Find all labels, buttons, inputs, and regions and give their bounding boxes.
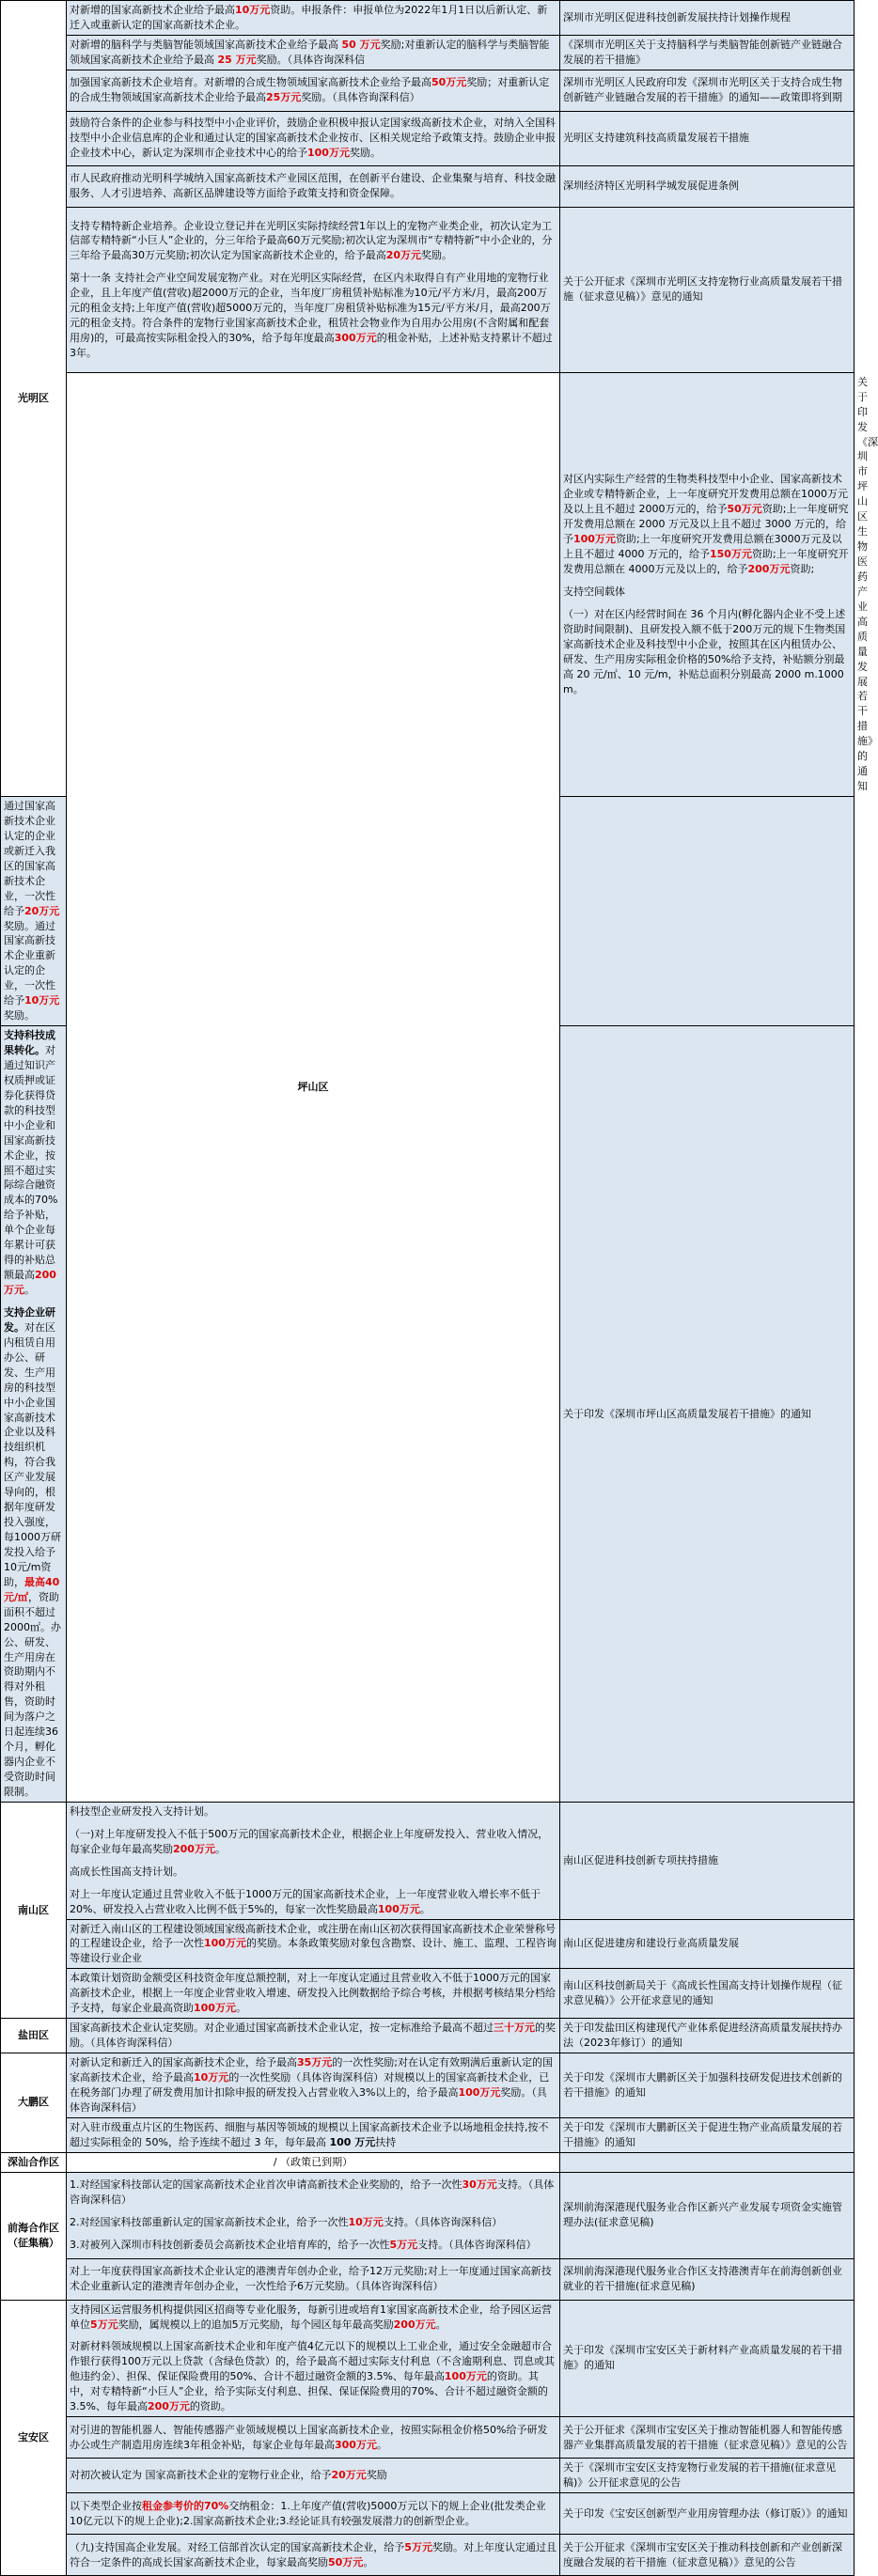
highlight-amount: 50万元 (328, 2555, 364, 2568)
content-text: 高成长性国高支持计划。 (70, 1865, 183, 1878)
policy-table-body (1, 1, 878, 2576)
highlight-amount: 10万元 (194, 2070, 229, 2084)
highlight-amount: 20万元 (24, 904, 60, 917)
policy-content-cell (67, 2258, 560, 2300)
policy-reference-cell: 关于印发《深圳市大鹏新区关于促进生物产业高质量发展的若干措施》的通知 (560, 2117, 854, 2152)
highlight-amount: 50万元 (727, 503, 762, 516)
content-text: 奖励。通过国家高新技术企业重新认定的企业，一次性给予 (4, 919, 55, 1007)
content-paragraph (4, 1028, 63, 1298)
policy-content-cell (67, 2300, 560, 2417)
highlight-amount: 200万元 (747, 562, 791, 575)
content-paragraph (70, 2215, 557, 2230)
content-text: 支持专精特新企业培养。企业设立登记并在光明区实际持续经营1年以上的宠物产业类企业，初次认定为工信部专精特新“小巨人”企业的，分三年给予最高60万元奖励;初次认定为深圳市“专精特新”中小企业的，分三年给予最高30万元奖励;初次认定为国家高新技术企业的，给予最高 (70, 219, 553, 262)
content-text: 奖励。 (421, 249, 453, 262)
table-row (1, 2493, 854, 2535)
policy-reference-cell: 关于公开征求《深圳市宝安区关于推动智能机器人和智能传感器产业集群高质量发展的若干措施（征求意见稿）》意见的公告 (560, 2417, 854, 2459)
policy-reference-cell: 南山区促进科技创新专项扶持措施 (560, 1802, 854, 1919)
content-text: 对入驻市级重点片区的生物医药、细胞与基因等领域的规模以上国家高新技术企业予以场地租金扶持,按不超过实际租金的 50%，给予连续不超过 3 年，每年最高 (70, 2120, 549, 2148)
policy-content-cell (67, 2053, 560, 2118)
highlight-amount: 100万元 (194, 2002, 236, 2015)
table-row (1, 1, 854, 36)
policy-reference-cell: 南山区科技创新局关于《高成长性国高支持计划操作规程（征求意见稿）》公开征求意见的通知 (560, 1969, 854, 2019)
content-text: 支持空间载体 (563, 585, 625, 598)
bold-heading: 支持科技成果转化。 (4, 1029, 55, 1056)
content-text: （九)支持国高企业发展。对经工信部首次认定的国家高新技术企业，给予 (70, 2540, 405, 2553)
highlight-amount: 10万元 (24, 994, 60, 1007)
content-text: 。 (24, 1284, 35, 1296)
content-text: 科技型企业研发投入支持计划。 (70, 1804, 214, 1818)
content-text: 1.对经国家科技部认定的国家高新技术企业首次申请高新技术企业奖励的，给予一次性 (70, 2178, 463, 2192)
content-text: 国家高新技术企业认定奖励。对企业通过国家高新技术企业认定，按一定标准给予最高不超过 (70, 2022, 494, 2035)
content-text: 奖励。对上年度认定通过且符合一定条件的高成长国家高新技术企业，每家最高奖励 (70, 2540, 557, 2568)
content-paragraph (4, 799, 63, 1023)
content-text: 奖励 (366, 2469, 387, 2482)
paragraph-gap (563, 577, 851, 585)
content-text: 对初次被认定为 国家高新技术企业的宠物行业企业，给予 (70, 2469, 332, 2482)
content-text: 资助;上一年度研究开发费用总额在 2000 万元及以上且不超过 3000 万元的，给予 (563, 503, 849, 546)
content-text: 奖励;对重新认定的脑科学与类脑智能领域国家高新技术企业给予最高 (70, 38, 550, 66)
content-paragraph (70, 2339, 557, 2414)
policy-content-cell (67, 207, 560, 372)
content-paragraph (70, 38, 557, 68)
bold-heading: 支持企业研发。 (4, 1305, 55, 1334)
content-paragraph (70, 2155, 557, 2170)
content-text: 对新增的脑科学与类脑智能领域国家高新技术企业给予最高 (70, 38, 342, 51)
table-row (1, 2053, 854, 2118)
highlight-amount: 30万元 (462, 2178, 497, 2192)
content-text: 的资助。 (189, 2400, 231, 2413)
policy-content-cell (67, 2493, 560, 2535)
content-text: 的租金补贴，上述补贴支持累计不超过3年。 (70, 332, 553, 360)
highlight-amount: 300万元 (334, 332, 377, 345)
highlight-amount: 100万元 (444, 2370, 487, 2383)
policy-content-cell (67, 1969, 560, 2019)
content-text: 市人民政府推动光明科学城纳入国家高新技术产业园区范围，在创新平台建设、企业集聚与培育、科技金融服务、人才引进培养、高新区品牌建设等方面给予政策支持和资金保障。 (70, 172, 556, 200)
policy-content-cell (67, 70, 560, 111)
content-text: 。 (435, 2318, 447, 2331)
highlight-amount: 100万元 (204, 1937, 246, 1950)
content-text: 。 (214, 1842, 226, 1855)
policy-content-cell (67, 1802, 560, 1919)
content-text: 的奖励。（具体咨询深科信） (70, 2022, 556, 2050)
table-row (1, 2019, 854, 2053)
policy-reference-cell: 关于《深圳市宝安区支持宠物行业发展的若干措施(征求意见稿)》公开征求意见的公告 (560, 2459, 854, 2493)
content-text: 鼓励符合条件的企业参与科技型中小企业评价，鼓励企业积极申报认定国家级高新技术企业，对纳入全国科技型中小企业信息库的企业和通过认定的国家高新技术企业按市、区相关规定给予政策支持。鼓励企业申报企业技术中心，新认定为深圳市企业技术中心的给予 (70, 117, 556, 160)
content-text: 的奖励。本条政策奖励对象包含勘察、设计、施工、监理、工程咨询等建设行业企业 (70, 1937, 557, 1965)
highlight-amount: 25 万元 (217, 53, 257, 66)
content-paragraph (70, 2303, 557, 2333)
policy-content-cell (67, 2019, 560, 2053)
highlight-amount: 200万元 (4, 1269, 56, 1296)
highlight-amount: 租金参考价的70% (142, 2499, 229, 2512)
highlight-amount: 10万元 (235, 4, 271, 16)
highlight-amount: 10万元 (348, 2216, 384, 2229)
highlight-amount: 50 万元 (341, 38, 381, 51)
policy-content-cell (67, 2172, 560, 2258)
content-text: 的资助。其中，对专精特新“小巨人”企业，给予实际支付利息、担保、保证保险费用的70%、合计不超过融资金额的3.5%、每年最高 (70, 2370, 548, 2413)
district-cell: 坪山区 (67, 372, 560, 1802)
district-cell: 深汕合作区 (1, 2152, 67, 2172)
content-text: 对上一年度获得国家高新技术企业认定的港澳青年创办企业，给予12万元奖励;对上一年度通过国家高新技术企业重新认定的港澳青年创办企业，一次性给予6万元奖励。（具体咨询深科信） (70, 2265, 552, 2293)
content-text: / （政策已到期） (273, 2155, 353, 2168)
highlight-amount: 100万元 (458, 2085, 501, 2099)
policy-reference-cell: 深圳前海深港现代服务业合作区支持港澳青年在前海创新创业就业的若干措施(征求意见稿) (560, 2258, 854, 2300)
highlight-amount: 100万元 (307, 147, 350, 160)
paragraph-gap (70, 1857, 557, 1865)
content-text: 。 (235, 2002, 246, 2015)
content-text: 对新材料领域规模以上国家高新技术企业和年度产值4亿元以下的规模以上工业企业，通过安全金融超市合作银行获得100万元以上贷款（含绿色贷款）的，给予最高不超过实际支付利息（不含逾期利息、罚息或其他违约金）、担保、保证保险费用的50%、合计不超过融资金额的3.5%、每年最高 (70, 2340, 555, 2383)
table-row (1, 2172, 854, 2258)
table-row (1, 165, 854, 207)
highlight-amount: 三十万元 (494, 2022, 535, 2035)
paragraph-gap (70, 2208, 557, 2215)
content-paragraph (70, 1971, 557, 2016)
content-text: 支持园区运营服务机构提供园区招商等专业化服务，每新引进或培育1家国家高新技术企业，给予园区运营单位 (70, 2303, 552, 2331)
highlight-amount: 200万元 (173, 1842, 215, 1855)
content-paragraph (70, 2468, 557, 2483)
district-cell: 宝安区 (1, 2300, 67, 2575)
content-text: （一)对上年度研发投入不低于500万元的国家高新技术企业，根据企业上年度研发投入、营业收入情况，每家企业每年最高奖励 (70, 1827, 549, 1855)
content-paragraph (70, 2178, 557, 2208)
highlight-amount: 5万元 (404, 2540, 432, 2553)
content-paragraph (70, 116, 557, 161)
table-row (1, 207, 854, 372)
highlight-amount: 100万元 (377, 1902, 420, 1915)
policy-content-cell (67, 1919, 560, 1969)
content-paragraph (563, 585, 851, 600)
content-text: （一）对在区内经营时间在 36 个月内(孵化器内企业不受上述资助时间限制)、且研发投入额不低于200万元的规下生物类国家高新技术企业及科技型中小企业，按照其在区内租赁办公、研发、生产用房实际租金价格的50%给予支持，补贴额分别最高 20 元/㎡、10 元/m，补贴总面积分别最高 2000 m.1000 m。 (563, 607, 846, 695)
content-text: 的一次性奖励（具体咨询深科信）对规模以上的国家高新技术企业，已在税务部门办理了研发费用加计扣除申报的研发投入占营业收入3%以上的，给予最高 (70, 2070, 550, 2099)
table-row: 坪山区 对区内实际生产经营的生物类科技型中小企业、国家高新技术企业或专精特新企业，上一年度研究开发费用总额在1000万元及以上且不超过 2000万元的，给予50万元资助;上一年度研究开发费用总额在 2000 万元及以上且不超过 3000 万元的，给予100万元资助;上一年度研究开发费用总额在3000万元及以上且不超过 4000 万元的，给予150万元资助;上一年度研究开发费用总额在 4000万元及以上的，给予200万元资助; 支持空间载体 （一）对在区内经营时间在 36 个月内(孵化器内企业不受上述资助时间限制)、且研发投入额不低于200万元的规下生物类国家高新技术企业及科技型中小企业，按照其在区内租赁办公、研发、生产用房实际租金价格的50%给予支持，补贴额分别最高 20 元/㎡、10 元/m，补贴总面积分别最高 2000 m.1000 m。 关于印发《深圳市坪山区生物医药产业高质量发展若干措施》的通知 (1, 372, 854, 796)
highlight-amount: 20万元 (385, 249, 422, 262)
policy-reference-cell (560, 2152, 854, 2172)
highlight-amount: 5万元 (389, 2239, 418, 2251)
policy-reference-cell: 深圳前海深港现代服务业合作区新兴产业发展专项资金实施管理办法(征求意见稿) (560, 2172, 854, 2258)
policy-reference-cell: 深圳经济特区光明科学城发展促进条例 (560, 165, 854, 207)
policy-reference-cell (560, 797, 854, 1026)
policy-content-cell (1, 1026, 67, 1803)
content-paragraph (70, 2021, 557, 2051)
highlight-amount: 150万元 (710, 548, 752, 560)
content-text: 扶持 (375, 2135, 397, 2148)
content-text: 奖励。（具体咨询深科信 (256, 53, 366, 66)
content-text: 奖励。（具体咨询深科信） (70, 2085, 547, 2114)
paragraph-gap (70, 1880, 557, 1887)
content-paragraph (70, 1827, 557, 1857)
content-paragraph (70, 1865, 557, 1880)
highlight-amount: 20万元 (331, 2469, 367, 2482)
paragraph-gap (563, 600, 851, 607)
content-text: 对在区内租赁自用办公、研发、生产用房的科技型中小企业国家高新技术企业以及科技组织机构，符合我区产业发展导向的，根据年度研发投入强度，每1000万研发投入给予10元/m资助， (4, 1320, 61, 1588)
table-row (1, 70, 854, 111)
district-cell: 光明区 (1, 1, 67, 797)
table-row (1, 2300, 854, 2417)
paragraph-gap (4, 1298, 63, 1305)
paragraph-gap (70, 263, 557, 271)
policy-content-cell (67, 2417, 560, 2459)
content-text: 交纳租金：1.上年度产值(营收)5000万元以下的规上企业(批发类企业10亿元以下的规上企业);2.国家高新技术企业;3.经论证具有较强发展潜力的创新型企业。 (70, 2499, 546, 2527)
policy-content-cell (67, 165, 560, 207)
content-text: 。 (419, 1902, 431, 1915)
content-text: 。 (363, 2555, 374, 2568)
table-row (1, 111, 854, 165)
table-row (1, 1969, 854, 2019)
content-text: 。 (376, 2438, 387, 2451)
highlight-amount: 200万元 (147, 2400, 190, 2413)
content-text: 奖励。 (349, 147, 381, 160)
content-text: 对上一年度认定通过且营业收入不低于1000万元的国家高新技术企业，上一年度营业收入增长率不低于20%、研发投入占营业收入比例不低于5%的，每家一次性奖励最高 (70, 1887, 541, 1915)
table-row (1, 1919, 854, 1969)
policy-content-cell (560, 372, 854, 796)
bold-heading: 100 万元 (329, 2135, 376, 2148)
content-paragraph (70, 2120, 557, 2150)
policy-content-cell (67, 2535, 560, 2576)
highlight-amount: 5万元 (90, 2318, 118, 2331)
content-paragraph (70, 2423, 557, 2453)
policy-content-cell (67, 2152, 560, 2172)
content-text: 奖励。（具体咨询深科信） (301, 91, 420, 104)
content-paragraph (70, 2499, 557, 2529)
policy-content-cell (67, 35, 560, 70)
content-text: 资助。申报条件：申报单位为2022年1月1日以后新认定、新迁入或重新认定的国家高新技术企业。 (70, 4, 548, 31)
policy-reference-cell: 深圳市光明区促进科技创新发展扶持计划操作规程 (560, 1, 854, 36)
highlight-amount: 最高40元/㎡ (4, 1575, 60, 1603)
content-paragraph (70, 2264, 557, 2294)
policy-reference-cell: 南山区促进建房和建设行业高质量发展 (560, 1919, 854, 1969)
table-row (1, 2152, 854, 2172)
content-paragraph (70, 3, 557, 33)
highlight-amount: 50万元 (431, 76, 467, 89)
content-text: 资助; (790, 562, 815, 575)
content-text: ，资助面积不超过2000㎡。办公、研发、生产用房在资助期内不得对外租售，资助时间为落户之日起连续36个月，孵化器内企业不受资助时间限制。 (4, 1590, 61, 1798)
content-text: 第十一条 支持社会产业空间发展宠物产业。对在光明区实际经营，在区内未取得自有产业用地的宠物行业企业，且上年度产值(营收)超2000万元的企业，当年度厂房租赁补贴标准为10元/平方米/月，最高200万元的租金支持;上年度产值(营收)超5000万元的，当年度厂房租赁补贴标准为15元/平方米/月，最高200万元的租金支持。符合条件的宠物行业国家高新技术企业，租赁社会物业作为自用办公用房(不含附属和配套用房)的，可最高按实际租金投入的30%，给予每年度最高 (70, 272, 551, 345)
policy-reference-cell: 关于印发《深圳市大鹏新区关于加强科技研发促进技术创新的若干措施》的通知 (560, 2053, 854, 2118)
policy-reference-cell: 关于印发《深圳市坪山区高质量发展若干措施》的通知 (560, 1026, 854, 1803)
table-row (1, 2117, 854, 2152)
content-paragraph (70, 219, 557, 264)
district-cell: 大鹏区 (1, 2053, 67, 2153)
content-text: 资助;上一年度研究开发费用总额在3000万元及以上且不超过 4000 万元的，给予 (563, 533, 842, 560)
table-row (1, 2417, 854, 2459)
table-row (1, 35, 854, 70)
policy-reference-cell: 关于印发《深圳市宝安区关于新材料产业高质量发展的若干措施》的通知 (560, 2300, 854, 2417)
content-text: 支持。（具体咨询深科信） (70, 2178, 555, 2207)
highlight-amount: 200万元 (393, 2318, 436, 2331)
content-text: 2.对经国家科技部重新认定的国家高新技术企业，给予一次性 (70, 2216, 349, 2229)
district-cell: 盐田区 (1, 2019, 67, 2053)
content-text: 以下类型企业按 (70, 2499, 142, 2512)
content-text: 对新增的国家高新技术企业给予最高 (70, 4, 235, 16)
content-text: 对通过知识产权质押或证券化获得贷款的科技型中小企业和国家高新技术企业，按照不超过实际综合融资成本的70%给予补贴，单个企业每年累计可获得的补贴总额最高 (4, 1044, 58, 1282)
policy-reference-cell: 关于印发《宝安区创新型产业用房管理办法（修订版）》的通知 (560, 2493, 854, 2535)
content-paragraph (70, 1804, 557, 1819)
content-text: 支持。（具体咨询深科信） (383, 2216, 503, 2229)
policy-reference-cell: 关于公开征求《深圳市宝安区关于推动科技创新和产业创新深度融合发展的若干措施（征求意见稿）》意见的公告 (560, 2535, 854, 2576)
content-paragraph (4, 1305, 63, 1800)
content-text: 资助;上一年度研究开发费用总额在 4000万元及以上的，给予 (563, 548, 849, 575)
content-text: 通过国家高新技术企业认定的企业或新迁入我区的国家高新技术企业，一次性给予 (4, 800, 55, 917)
table-row (1, 2258, 854, 2300)
content-text: 3.对被列入深圳市科技创新委员会高新技术企业培育库的，给予一次性 (70, 2239, 390, 2251)
content-paragraph (563, 607, 851, 697)
content-paragraph (70, 1922, 557, 1967)
policy-reference-cell: 光明区支持建筑科技高质量发展若干措施 (560, 111, 854, 165)
content-text: 支持。（具体咨询深科信） (417, 2239, 537, 2251)
content-text: 对引进的智能机器人、智能传感器产业领域规模以上国家高新技术企业，按照实际租金价格50%给予研发办公或生产制造用房连续3年租金补贴，每家企业每年最高 (70, 2423, 548, 2451)
highlight-amount: 100万元 (573, 533, 616, 546)
content-text: 的一次性奖励;对在认定有效期满后重新认定的国家高新技术企业，给予最高 (70, 2056, 554, 2084)
content-text: 对新认定和新迁入的国家高新技术企业，给予最高 (70, 2056, 297, 2069)
content-text: 本政策计划资助金额受区科技资金年度总额控制，对上一年度认定通过且营业收入不低于1000万元的国家高新技术企业，根据上一年度企业营业收入增速、研发投入比例数据给予综合考核，并根据考核结果分档给予支持，每家企业最高资助 (70, 1972, 556, 2015)
policy-content-cell (67, 1, 560, 36)
paragraph-gap (70, 1819, 557, 1827)
policy-content-cell (67, 2459, 560, 2493)
highlight-amount: 25万元 (266, 91, 302, 104)
policy-content-cell (67, 111, 560, 165)
content-paragraph (70, 1887, 557, 1917)
content-paragraph (70, 2055, 557, 2115)
table-row (1, 2535, 854, 2576)
content-paragraph (70, 171, 557, 201)
content-text: 加强国家高新技术企业培育。对新增的合成生物领域国家高新技术企业给予最高 (70, 76, 431, 89)
content-text: 奖励，属规模以上的追加5万元奖励，每个园区每年最高奖励 (118, 2318, 394, 2331)
paragraph-gap (70, 2230, 557, 2238)
policy-content-cell (67, 2117, 560, 2152)
content-text: 对新迁入南山区的工程建设领域国家级高新技术企业，或注册在南山区初次获得国家高新技术企业荣誉称号的工程建设企业，给予一次性 (70, 1922, 556, 1950)
table-row (1, 2459, 854, 2493)
content-paragraph (70, 2238, 557, 2253)
table-row (1, 1802, 854, 1919)
content-text: 奖励；对重新认定的合成生物领域国家高新技术企业给予最高 (70, 76, 550, 104)
content-text: 对区内实际生产经营的生物类科技型中小企业、国家高新技术企业或专精特新企业，上一年度研究开发费用总额在1000万元及以上且不超过 2000万元的，给予 (563, 473, 848, 516)
content-paragraph (563, 472, 851, 577)
highlight-amount: 300万元 (335, 2438, 377, 2451)
policy-reference-cell: 关于公开征求《深圳市光明区支持宠物行业高质量发展若干措施（征求意见稿）》意见的通知 (560, 207, 854, 372)
policy-content-cell (1, 797, 67, 1026)
district-cell: 前海合作区（征集稿） (1, 2172, 67, 2300)
paragraph-gap (70, 2332, 557, 2339)
content-paragraph (70, 2540, 557, 2570)
policy-reference-cell: 深圳市光明区人民政府印发《深圳市光明区关于支持合成生物创新链产业链融合发展的若干措施》的通知——政策即将到期 (560, 70, 854, 111)
highlight-amount: 35万元 (297, 2056, 333, 2069)
policy-reference-cell: 《深圳市光明区关于支持脑科学与类脑智能创新链产业链融合发展的若干措施》 (560, 35, 854, 70)
policy-reference-cell: 关于印发盐田区构建现代产业体系促进经济高质量发展扶持办法（2023年修订）的通知 (560, 2019, 854, 2053)
content-paragraph (70, 271, 557, 361)
content-paragraph (70, 75, 557, 105)
district-cell: 南山区 (1, 1802, 67, 2018)
content-text: 奖励。 (4, 1009, 35, 1023)
